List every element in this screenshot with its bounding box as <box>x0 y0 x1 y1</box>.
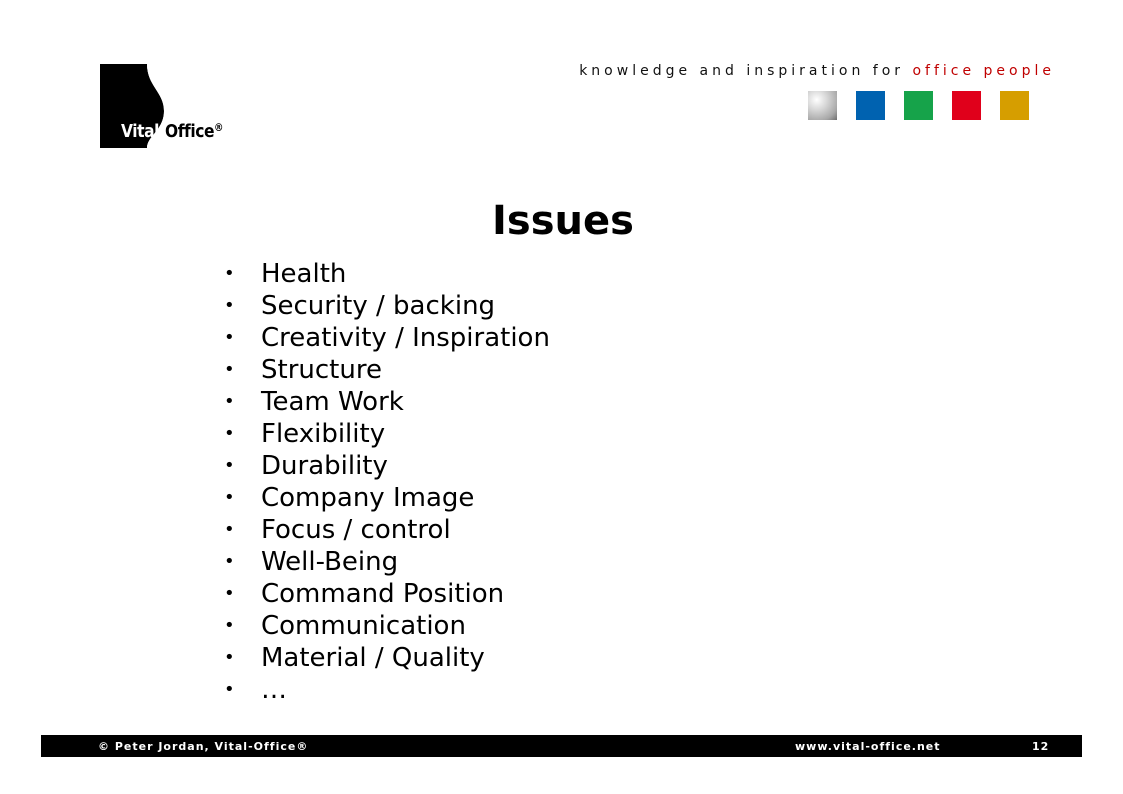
list-item-text: Durability <box>261 451 388 481</box>
color-square-gold <box>1000 91 1029 120</box>
bullet: • <box>224 679 235 700</box>
bullet: • <box>224 647 235 668</box>
color-square-red <box>952 91 981 120</box>
bullet: • <box>224 327 235 348</box>
list-item-text: Flexibility <box>261 419 386 449</box>
bullet: • <box>224 295 235 316</box>
bullet: • <box>224 455 235 476</box>
bullet: • <box>224 615 235 636</box>
footer-page-number: 12 <box>1032 740 1050 753</box>
footer-url: www.vital-office.net <box>795 740 941 753</box>
color-square-green <box>904 91 933 120</box>
tagline <box>579 63 1055 79</box>
logo-text-office: Office <box>165 121 215 142</box>
bullet: • <box>224 551 235 572</box>
slide-title: Issues <box>492 198 634 244</box>
tagline-highlight: office people <box>912 63 1055 79</box>
bullet: • <box>224 423 235 444</box>
list-item-text: Communication <box>261 611 466 641</box>
list-item-text: Creativity / Inspiration <box>261 323 550 353</box>
bullet: • <box>224 487 235 508</box>
color-square-silver <box>808 91 837 120</box>
logo-registered-mark: ® <box>214 121 224 134</box>
list-item-text: Structure <box>261 355 382 385</box>
bullet: • <box>224 263 235 284</box>
list-item-text: Team Work <box>261 387 404 417</box>
logo-text-vital: Vital- <box>121 121 166 142</box>
footer-bar <box>41 735 1082 757</box>
vital-office-logo <box>100 64 224 148</box>
list-item-text: Material / Quality <box>261 643 485 673</box>
list-item-text: Focus / control <box>261 515 451 545</box>
tagline-main: knowledge and inspiration for <box>579 63 913 79</box>
list-item-text: Well-Being <box>261 547 399 577</box>
bullet: • <box>224 391 235 412</box>
list-item-text: Company Image <box>261 483 475 513</box>
list-item-text: Health <box>261 259 347 289</box>
list-item-text: … <box>261 675 287 705</box>
bullet: • <box>224 359 235 380</box>
footer-copyright: © Peter Jordan, Vital-Office® <box>98 740 309 753</box>
bullet: • <box>224 583 235 604</box>
list-item-text: Command Position <box>261 579 505 609</box>
logo-wordmark <box>121 121 223 142</box>
color-square-blue <box>856 91 885 120</box>
bullet: • <box>224 519 235 540</box>
list-item-text: Security / backing <box>261 291 496 321</box>
